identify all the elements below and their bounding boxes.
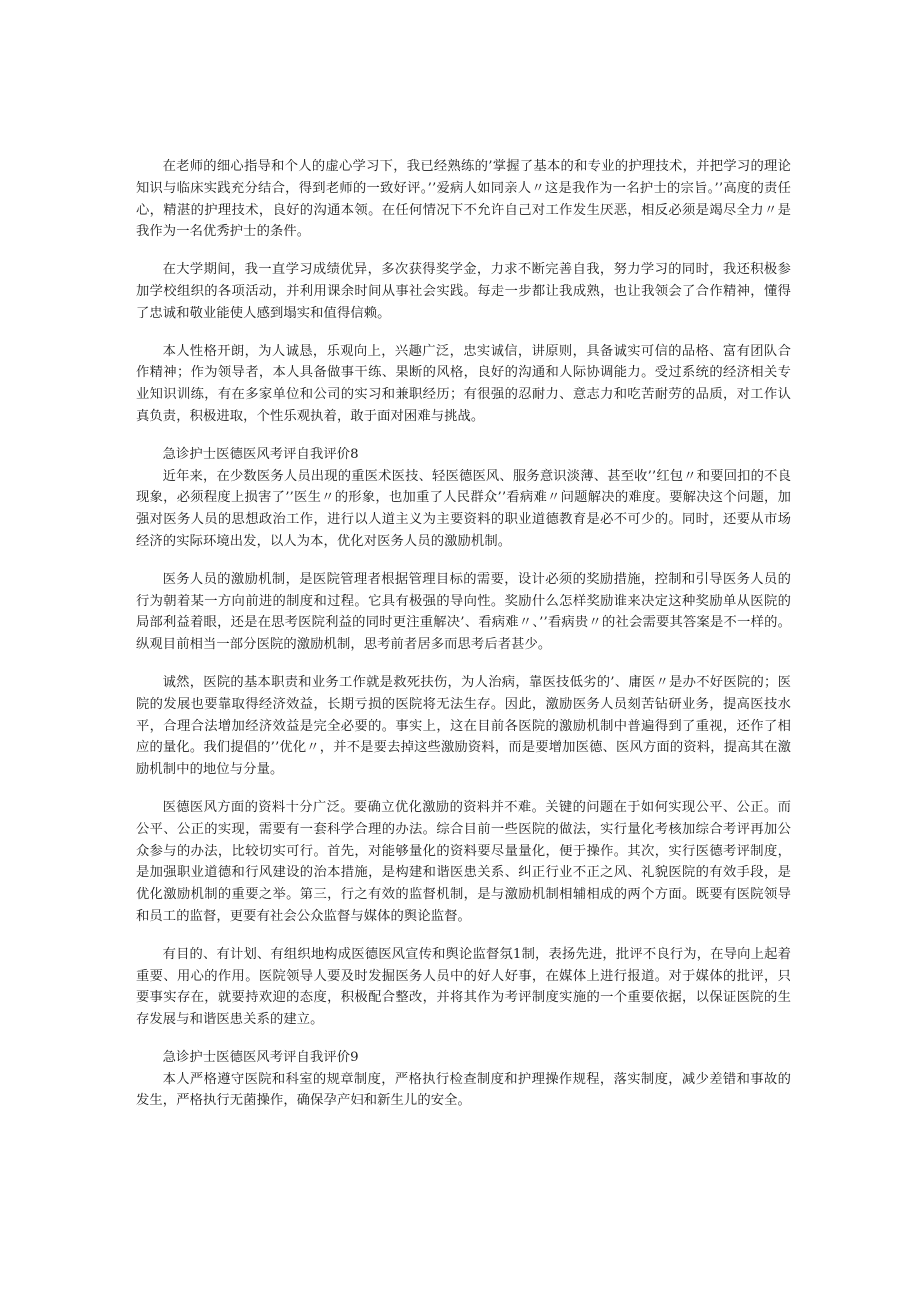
paragraph-section9-rules: 本人严格遵守医院和科室的规章制度，严格执行检查制度和护理操作规程，落实制度，减少差错和事故的发生，严格执行无菌操作，确保孕产妇和新生儿的安全。 (136, 1071, 791, 1109)
section-heading-9: 急诊护士医德医风考评自我评价9 (162, 1049, 359, 1065)
paragraph-section8-hospital-duty: 诚然，医院的基本职责和业务工作就是救死扶伤，为人治病，靠医技低劣的’、庸医〃是办不好医院的；医院的发展也要靠取得经济效益，长期亏损的医院将无法生存。因此，激励医务人员刻苦钻研业务，提高医技水平，合理合法增加经济效益是完全必要的。事实上，这在目前各医院的激励机制中普遍得到了重视，还作了相应的量化。我们提倡的’’优化〃，并不是要去掉这些激励资料，而是要增加医德、医风方面的资料，提高其在激励机制中的地位与分量。 (136, 674, 791, 778)
paragraph-section8-incentive: 医务人员的激励机制，是医院管理者根据管理目标的需要，设计必须的奖励措施，控制和引导医务人员的行为朝着某一方向前进的制度和过程。它具有极强的导向性。奖励什么怎样奖励谁来决定这种奖励单从医院的局部利益着眼，还是在思考医院利益的同时更注重解决’、看病难〃、’’看病贵〃的社会需要其答案是不一样的。纵观目前相当一部分医院的激励机制，思考前者居多而思考后者甚少。 (136, 571, 791, 653)
paragraph-section8-intro: 近年来，在少数医务人员出现的重医术医技、轻医德医风、服务意识淡薄、甚至收’’红包〃和要回扣的不良现象，必须程度上损害了’’医生〃的形象，也加重了人民群众’’看病难〃问题解决的难度。要解决这个问题，加强对医务人员的思想政治工作，进行以人道主义为主要资料的职业道德教育是必不可少的。同时，还要从市场经济的实际环境出发，以人为本，优化对医务人员的激励机制。 (136, 468, 791, 549)
paragraph-personality: 本人性格开朗，为人诚恳，乐观向上，兴趣广泛，忠实诚信，讲原则，具备诚实可信的品格、富有团队合作精神；作为领导者，本人具备做事干练、果断的风格，良好的沟通和人际协调能力。受过系统的经济相关专业知识训练，有在多家单位和公司的实习和兼职经历；有很强的忍耐力、意志力和吃苦耐劳的品质，对工作认真负责，积极进取，个性乐观执着，敢于面对困难与挑战。 (136, 343, 791, 424)
document-page (136, 156, 791, 1112)
section-heading-8: 急诊护士医德医风考评自我评价8 (162, 446, 359, 462)
paragraph-nursing-skills: 在老师的细心指导和个人的虚心学习下，我已经熟练的’掌握了基本的和专业的护理技术，并把学习的理论知识与临床实践充分结合，得到老师的一致好评。’’爱病人如同亲人〃这是我作为一名护士的宗旨。’’高度的责任心，精湛的护理技术，良好的沟通本领。在任何情况下不允许自己对工作发生厌恶，相反必须是竭尽全力〃是我作为一名优秀护士的条件。 (136, 159, 791, 240)
paragraph-section8-ethics: 医德医风方面的资料十分广泛。要确立优化激励的资料并不难。关键的问题在于如何实现公平、公正。而公平、公正的实现，需要有一套科学合理的办法。综合目前一些医院的做法，实行量化考核加综合考评再加公众参与的办法，比较切实可行。首先，对能够量化的资料要尽量量化，便于操作。其次，实行医德考评制度，是加强职业道德和行风建设的治本措施，是构建和谐医患关系、纠正行业不正之风、礼貌医院的有效手段，是优化激励机制的重要之举。第三，行之有效的监督机制，是与激励机制相辅相成的两个方面。既要有医院领导和员工的监督，更要有社会公众监督与媒体的舆论监督。 (136, 799, 791, 924)
paragraph-section8-supervision: 有目的、有计划、有组织地构成医德医风宣传和舆论监督氛1制，表扬先进，批评不良行为，在导向上起着重要、用心的作用。医院领导人要及时发掘医务人员中的好人好事，在媒体上进行报道。对于媒体的批评，只要事实存在，就要持欢迎的态度，积极配合整改，并将其作为考评制度实施的一个重要依据，以保证医院的生存发展与和谐医患关系的建立。 (136, 946, 791, 1028)
paragraph-university: 在大学期间，我一直学习成绩优异，多次获得奖学金，力求不断完善自我，努力学习的同时，我还积极参加学校组织的各项活动，并利用课余时间从事社会实践。每走一步都让我成熟，也让我领会了合作精神，懂得了忠诚和敬业能使人感到塌实和值得信赖。 (136, 262, 791, 321)
